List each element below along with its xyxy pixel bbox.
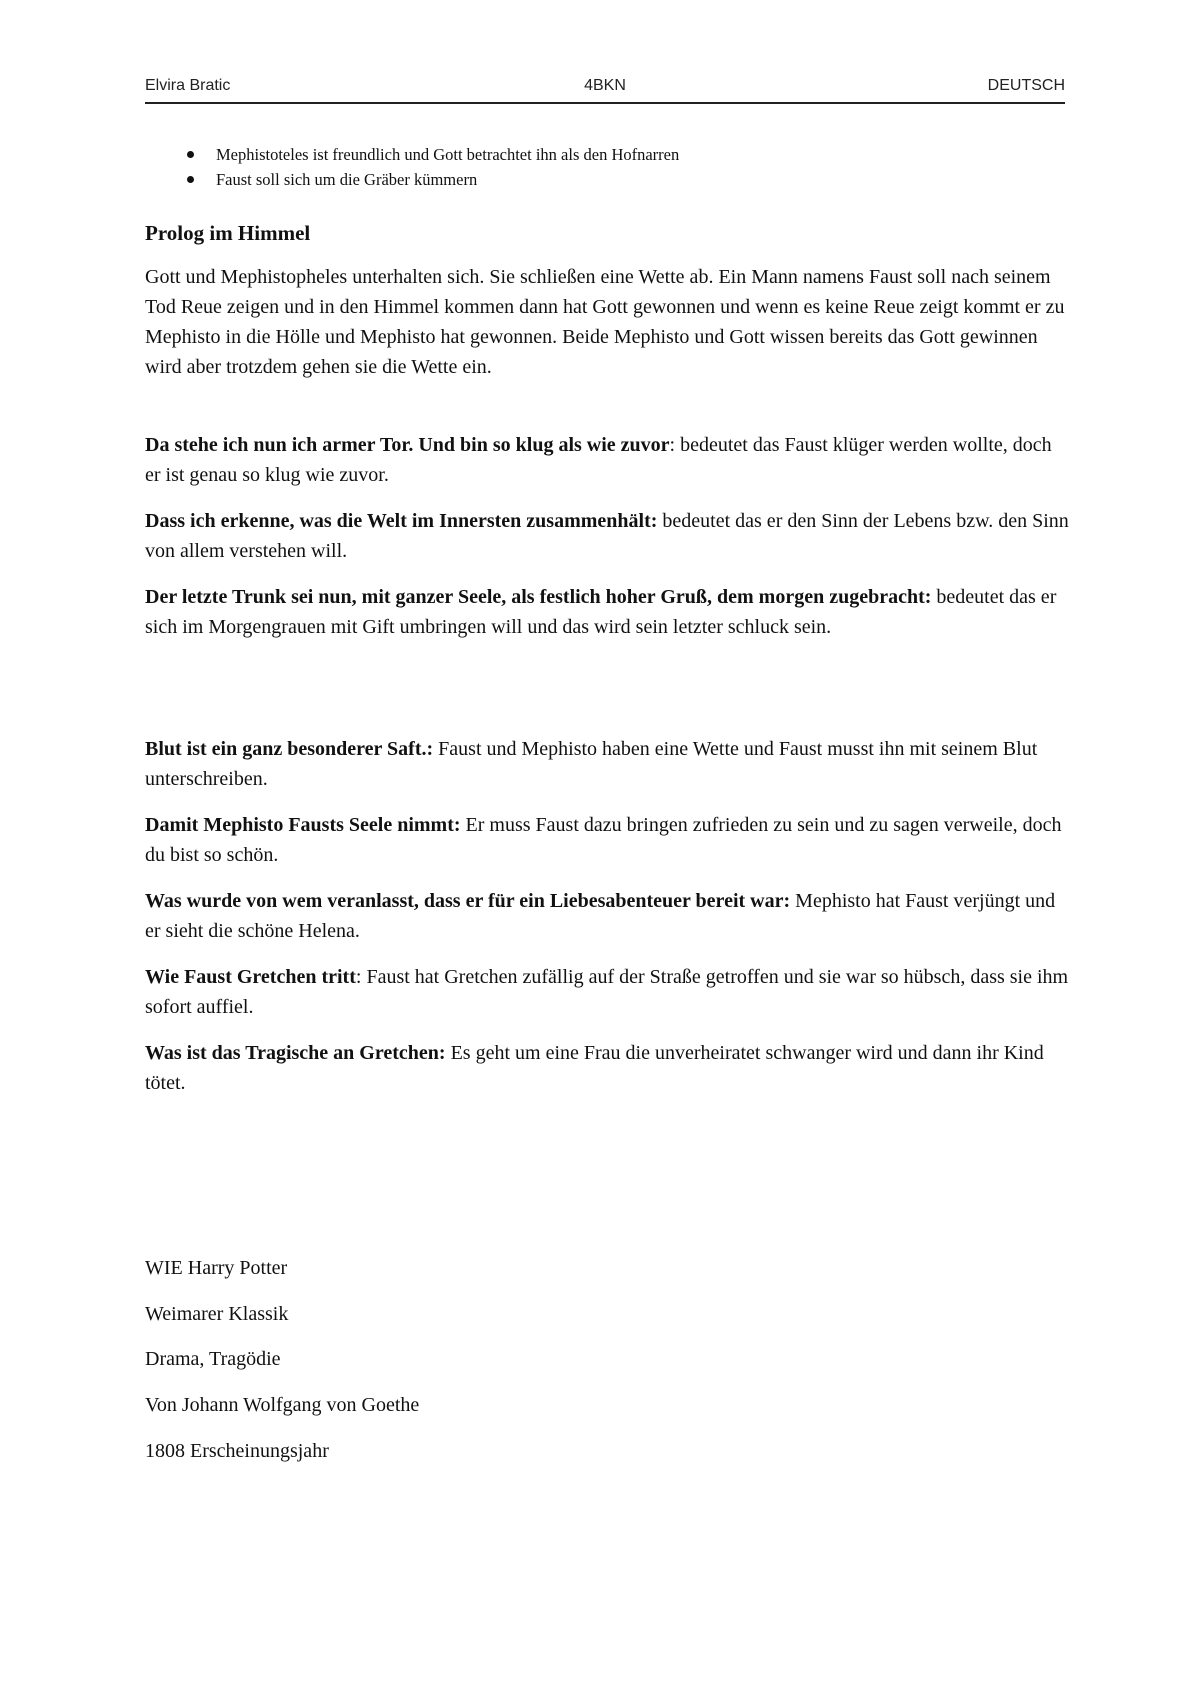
list-item: Mephistoteles ist freundlich und Gott betrachtet ihn als den Hofnarren xyxy=(145,142,1065,167)
section-heading: Prolog im Himmel xyxy=(145,221,311,245)
fact-line: WIE Harry Potter xyxy=(145,1257,288,1279)
quote-title: Dass ich erkenne, was die Welt im Innersten zusammenhält: xyxy=(145,510,658,532)
quote-paragraph xyxy=(145,430,1070,490)
quote-paragraph xyxy=(145,962,1070,1022)
quote-paragraph xyxy=(145,582,1070,642)
quote-explanation: : Faust hat Gretchen zufällig auf der Straße getroffen und sie war so hübsch, dass sie ihm sofort auffiel. xyxy=(145,966,1069,1018)
quote-paragraph xyxy=(145,506,1070,566)
quote-explanation: bedeutet das er den Sinn der Lebens bzw. den Sinn von allem verstehen will. xyxy=(145,510,1069,562)
quote-paragraph xyxy=(145,734,1070,794)
quote-title: Damit Mephisto Fausts Seele nimmt: xyxy=(145,814,461,836)
quote-explanation: bedeutet das er sich im Morgengrauen mit Gift umbringen will und das wird sein letzter schluck sein. xyxy=(145,586,1057,638)
prolog-paragraph: Gott und Mephistopheles unterhalten sich. Sie schließen eine Wette ab. Ein Mann namens Faust soll nach seinem Tod Reue zeigen und in den Himmel kommen dann hat Gott gewonnen und wenn es keine Reue zeigt kommt er zu Mephisto in die Hölle und Mephisto hat gewonnen. Beide Mephisto und Gott wissen bereits das Gott gewinnen wird aber trotzdem gehen sie die Wette ein. xyxy=(145,266,1065,378)
fact-line: 1808 Erscheinungsjahr xyxy=(145,1440,329,1462)
header-subject: DEUTSCH xyxy=(987,77,1065,94)
quote-title: Was wurde von wem veranlasst, dass er für ein Liebesabenteuer bereit war: xyxy=(145,890,791,912)
quote-paragraph xyxy=(145,1038,1070,1098)
quote-explanation: Mephisto hat Faust verjüngt und er sieht die schöne Helena. xyxy=(145,890,1056,942)
list-item: Faust soll sich um die Gräber kümmern xyxy=(145,167,1065,192)
quote-explanation: Faust und Mephisto haben eine Wette und Faust musst ihn mit seinem Blut unterschreiben. xyxy=(145,738,1038,790)
fact-line: Drama, Tragödie xyxy=(145,1348,281,1370)
fact-line: Weimarer Klassik xyxy=(145,1303,289,1325)
quote-explanation: Es geht um eine Frau die unverheiratet schwanger wird und dann ihr Kind tötet. xyxy=(145,1042,1044,1094)
quote-explanation: Er muss Faust dazu bringen zufrieden zu sein und zu sagen verweile, doch du bist so schön. xyxy=(145,814,1062,866)
fact-line: Von Johann Wolfgang von Goethe xyxy=(145,1394,420,1416)
page-header xyxy=(145,76,1065,104)
quote-title: Was ist das Tragische an Gretchen: xyxy=(145,1042,446,1064)
quote-title: Da stehe ich nun ich armer Tor. Und bin so klug als wie zuvor xyxy=(145,434,670,456)
quote-title: Wie Faust Gretchen tritt xyxy=(145,966,356,988)
quote-explanation: : bedeutet das Faust klüger werden wollte, doch er ist genau so klug wie zuvor. xyxy=(145,434,1052,486)
quote-title: Blut ist ein ganz besonderer Saft.: xyxy=(145,738,434,760)
quote-paragraph xyxy=(145,810,1070,870)
quote-paragraph xyxy=(145,886,1070,946)
header-author: Elvira Bratic xyxy=(145,77,231,94)
bullet-list xyxy=(145,142,1065,192)
quote-title: Der letzte Trunk sei nun, mit ganzer Seele, als festlich hoher Gruß, dem morgen zugebracht: xyxy=(145,586,932,608)
header-class: 4BKN xyxy=(584,77,626,94)
